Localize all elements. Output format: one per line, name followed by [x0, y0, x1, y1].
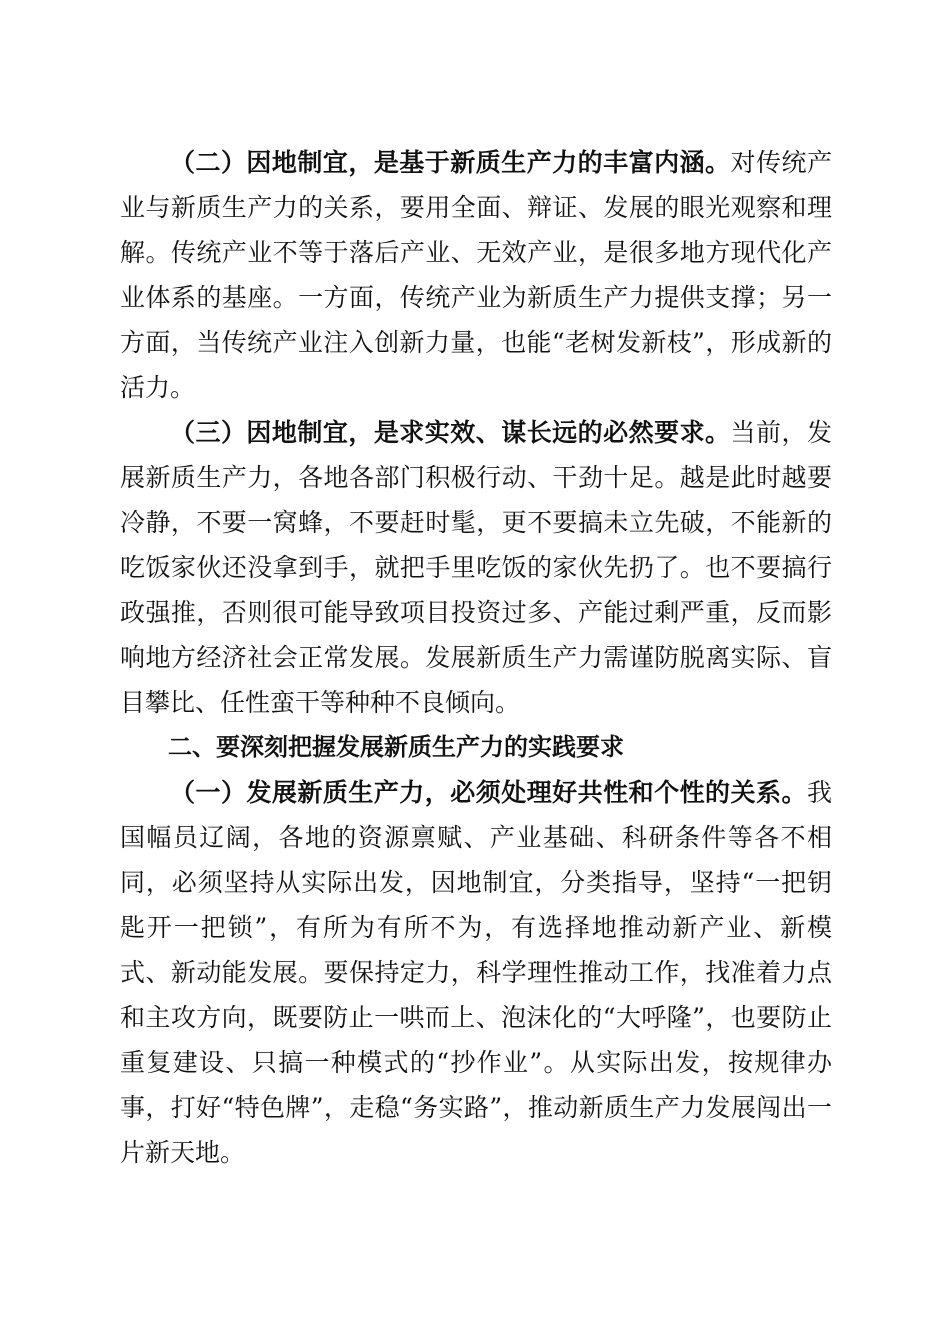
paragraph-text: 对传统产业与新质生产力的关系，要用全面、辩证、发展的眼光观察和理解。传统产业不等于落后产业、无效产业，是很多地方现代化产业体系的基座。一方面，传统产业为新质生产力提供支撑；另一方面，当传统产业注入创新力量，也能“老树发新枝”，形成新的活力。 [120, 148, 832, 402]
paragraph-2 [120, 140, 832, 410]
paragraph-lead: （三）因地制宜，是求实效、谋长远的必然要求。 [170, 418, 731, 447]
document-body [120, 140, 832, 1175]
paragraph-text: 当前，发展新质生产力，各地各部门积极行动、干劲十足。越是此时越要冷静，不要一窝蜂，不要赶时髦，更不要搞未立先破，不能新的吃饭家伙还没拿到手，就把手里吃饭的家伙先扔了。也不要搞行政强推，否则很可能导致项目投资过多、产能过剩严重，反而影响地方经济社会正常发展。发展新质生产力需谨防脱离实际、盲目攀比、任性蛮干等种种不良倾向。 [120, 418, 832, 717]
section-heading: 二、要深刻把握发展新质生产力的实践要求 [168, 733, 624, 761]
paragraph-3 [120, 410, 832, 725]
paragraph-text: 我国幅员辽阔，各地的资源禀赋、产业基础、科研条件等各不相同，必须坚持从实际出发，因地制宜，分类指导，坚持“一把钥匙开一把锁”，有所为有所不为，有选择地推动新产业、新模式、新动能发展。要保持定力，科学理性推动工作，找准着力点和主攻方向，既要防止一哄而上、泡沫化的“大呼隆”，也要防止重复建设、只搞一种模式的“抄作业”。从实际出发，按规律办事，打好“特色牌”，走稳“务实路”，推动新质生产力发展闯出一片新天地。 [120, 778, 832, 1167]
paragraph-lead: （一）发展新质生产力，必须处理好共性和个性的关系。 [170, 778, 807, 807]
paragraph-lead: （二）因地制宜，是基于新质生产力的丰富内涵。 [170, 148, 731, 177]
section-paragraph-1 [120, 770, 832, 1175]
